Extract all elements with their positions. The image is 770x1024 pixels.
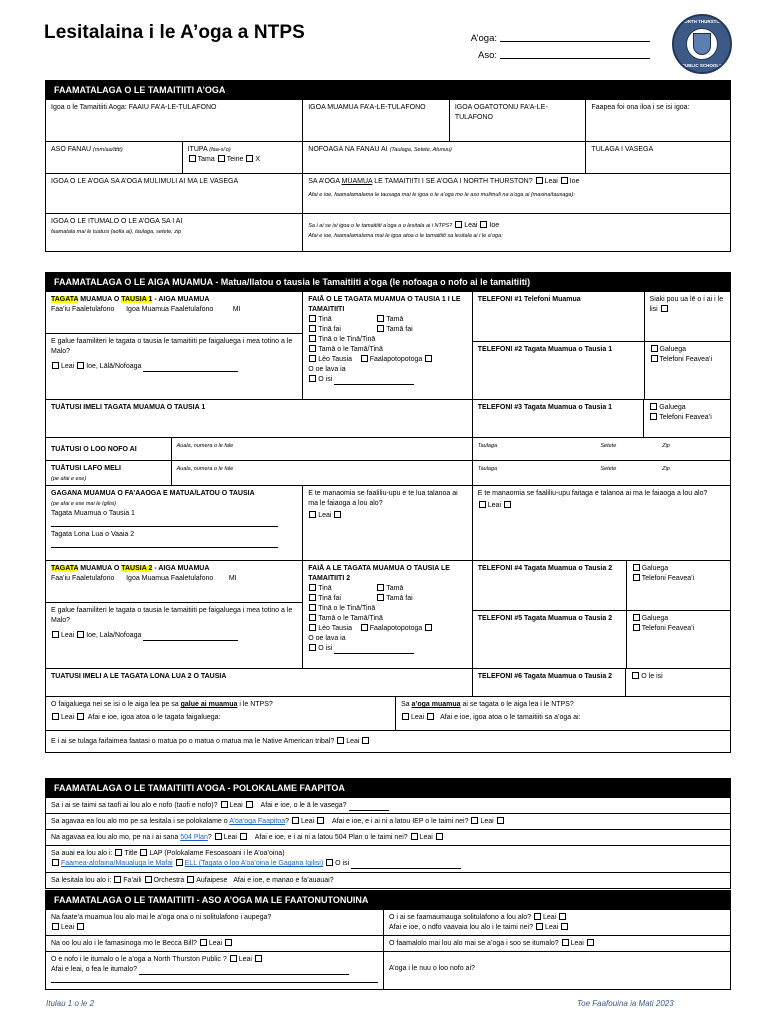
family-attended-no-checkbox[interactable] (402, 713, 409, 720)
rel2-extra-checkbox[interactable] (425, 624, 432, 631)
choir-checkbox[interactable] (187, 876, 194, 883)
student-alias-field[interactable]: Faapea foi ona iloa i se isi igoa: (585, 100, 730, 141)
home-state-field[interactable]: Setete (600, 443, 617, 449)
mailing-street-field[interactable]: Auala, numera o le fale (171, 461, 472, 485)
special-ed-question: Sa agavaa ea lou alo mo pe sa lesitala i se polokalame o A’oa’oga Faapitoa? Leai Afai e ioe, e i ai ni a latou IEP o le taimi nei? Leai (46, 814, 730, 829)
programs-question: Sa auai ea lou alo i: Title LAP (Polokalame Fesoasoani i le A’oa’oina) Faamea-alofaina/Maualuga le Mafai ELL (Tagata o loo A’oa’oina le Gagana Igilisi) O isi (46, 846, 730, 872)
supervised-no-checkbox[interactable] (536, 923, 543, 930)
grade-field[interactable]: TULAGA I VASEGA (585, 142, 730, 173)
family-attended-yes-checkbox[interactable] (427, 713, 434, 720)
phone-4-field[interactable]: TELEFONI #4 Tagata Muamua o Tausia 2 (477, 565, 613, 572)
plan-504-question: Na agavaa ea lou alo mo, pe na i ai sana 504 Plan? Leai Afai e ioe, e i ai ni a latou 504 Plan o le taimi nei? Leai (46, 830, 730, 845)
student-first-name-field[interactable]: IGOA MUAMUA FA’A-LE-TULAFONO (302, 100, 449, 141)
birthdate-field[interactable]: ASO FANAU (mm/aa/ttttt) (51, 146, 123, 153)
suspended-question: O faamalolo mai lou alo mai se a’oga i soo se itumalo? Leai (383, 936, 730, 951)
student-last-name-field[interactable]: Igoa o le Tamaitiiti Aoga: FAAIU FA’A-LE-TULAFONO (51, 104, 217, 111)
programs-other-checkbox[interactable] (326, 859, 333, 866)
page-title: Lesitalaina i le A’oga a NTPS (44, 22, 305, 43)
becca-no-checkbox[interactable] (200, 939, 207, 946)
phone-5-type: Galuega Telefoni Feavea’i (626, 611, 730, 668)
home-city-field[interactable]: Taulaga (472, 438, 596, 460)
section-family-info (45, 272, 731, 753)
becca-bill-question: Na oo lou alo i le famasinoga mo le Becca Bill? Leai (46, 936, 383, 951)
rel1-extra-checkbox[interactable] (425, 355, 432, 362)
p504-no-checkbox[interactable] (215, 833, 222, 840)
language-1-field[interactable] (51, 519, 278, 527)
phone2-work-checkbox[interactable] (651, 345, 658, 352)
phone-3-field[interactable]: TELEFONI #3 Tagata Muamua o Tausia 1 (472, 400, 644, 437)
guardian-1-info: TAGATA MUAMUA O TAUSIA 1 - AIGA MUAMUA Faa’iu Faaletulafono Igoa Muamua Faaletulafono MI E galue faamiliteri le tagata o tausia le tamaitiiti pe faigaluega i mea totino a le Malo? Leai Ioe, Lālā/Nofoaga (46, 292, 302, 399)
interpreter-question: E te manaomia se faaliliu-upu e te lua talanoa ai ma le faiaoga a lou alo? Leai (302, 486, 472, 560)
logo-text-bottom: PUBLIC SCHOOLS (681, 63, 723, 68)
section-student-info (45, 80, 731, 252)
other-name-yes-checkbox[interactable] (480, 221, 487, 228)
rel1-stepfather-checkbox[interactable] (377, 325, 384, 332)
school-logo (672, 14, 732, 74)
interpreter-no-checkbox[interactable] (309, 511, 316, 518)
section-bar: FAAMATALAGA O LE TAMAITIITI A’OGA - POLOKALAME FAAPITOA (46, 779, 730, 797)
ntps-family-attended-question: Sa a’oga muamua ai se tagata o le aiga lea i le NTPS? Leai Afai e ioe, igoa atoa o le tamaitiiti sa a’oga ai: (395, 697, 730, 730)
language-2-field[interactable] (51, 540, 278, 548)
special-ed-link[interactable]: A’oa’oga Faapitoa (229, 818, 286, 825)
phone-1-unlisted: Siaki pou ua lē o i ai i le lisi (644, 292, 730, 341)
home-zip-field[interactable]: Zip (662, 443, 670, 449)
phone-2-field[interactable]: TELEFONI #2 Tagata Muamua o Tausia 1 (477, 346, 613, 353)
supervised-yes-checkbox[interactable] (561, 923, 568, 930)
guardian-2-phones (472, 561, 730, 668)
band-checkbox[interactable] (114, 876, 121, 883)
guardian-2-info: TAGATA MUAMUA O TAUSIA 2 - AIGA MUAMUA Faa’iu Faaletulafono Igoa Muamua Faaletulafono MI E galue faamiliteri le tagata o tausia le tamaitiiti pe faigaluega i mea totino a le Malo? Leai Ioe, Lala/Nofoaga (46, 561, 302, 668)
phone-1-field[interactable]: TELEFONI #1 Telefoni Muamua (477, 296, 581, 303)
criminal-no-checkbox[interactable] (534, 913, 541, 920)
mailing-address-label: TUĀTUSI LAFO MELI (pe afai e ese) (51, 465, 121, 482)
phone-5-field[interactable]: TELEFONI #5 Tagata Muamua o Tausia 2 (477, 615, 613, 622)
mailing-zip-field[interactable]: Zip (662, 466, 670, 472)
expelled-yes-checkbox[interactable] (77, 923, 84, 930)
phone-3-type: Galuega Telefoni Feavea’i (643, 400, 730, 437)
section-bar: FAAMATALAGA O LE TAMAITIITI - ASO A’OGA MA LE FAATONUTONUINA (46, 891, 730, 909)
employee-yes-checkbox[interactable] (77, 713, 84, 720)
rel2-other-checkbox[interactable] (309, 644, 316, 651)
aoga-label: A’oga: (470, 33, 497, 44)
footer-page-number: Itulau 1 o le 2 (46, 999, 95, 1008)
orchestra-checkbox[interactable] (145, 876, 152, 883)
last-school-field[interactable]: IGOA O LE A’OGA SA A’OGA MULIMULI AI MA LE VASEGA (51, 178, 239, 185)
rel1-foster-checkbox[interactable] (309, 355, 316, 362)
mailing-state-field[interactable]: Setete (600, 466, 617, 472)
phone4-work-checkbox[interactable] (633, 564, 640, 571)
ell-link[interactable]: ELL (Tagata o loo A’oa’oina le Gagana Igilisi) (184, 860, 324, 867)
rel1-father-checkbox[interactable] (377, 315, 384, 322)
music-question: Sa lesitala lou alo i: Fa’aili Orchestra Aufaipese Afai e ioe, e manao e fa’auauai? (51, 877, 334, 884)
gifted-checkbox[interactable] (52, 859, 59, 866)
mailing-city-field[interactable]: Taulaga (472, 461, 596, 485)
lap-checkbox[interactable] (140, 849, 147, 856)
sign-interpreter-no-checkbox[interactable] (479, 501, 486, 508)
prev-school-yes-checkbox[interactable] (561, 177, 568, 184)
resident-yes-checkbox[interactable] (255, 955, 262, 962)
phone6-other-checkbox[interactable] (632, 672, 639, 679)
rel2-agency-checkbox[interactable] (361, 624, 368, 631)
rel1-grandmother-checkbox[interactable] (309, 335, 316, 342)
resident-no-checkbox[interactable] (230, 955, 237, 962)
military-2-no-checkbox[interactable] (52, 631, 59, 638)
criminal-yes-checkbox[interactable] (559, 913, 566, 920)
guardian-1-email-field[interactable]: TUĀTUSI IMELI TAGATA MUAMUA O TAUSIA 1 (51, 404, 206, 411)
phone-4-type: Galuega Telefoni Feavea’i (626, 561, 730, 610)
expelled-no-checkbox[interactable] (52, 923, 59, 930)
footer-revision: Toe Faafouina ia Mati 2023 (577, 999, 674, 1008)
military-2-yes-checkbox[interactable] (77, 631, 84, 638)
becca-yes-checkbox[interactable] (225, 939, 232, 946)
guardian-1-phones (472, 292, 730, 399)
rel2-mother-checkbox[interactable] (309, 584, 316, 591)
suspended-yes-checkbox[interactable] (587, 939, 594, 946)
interpreter-yes-checkbox[interactable] (334, 511, 341, 518)
employee-no-checkbox[interactable] (52, 713, 59, 720)
gifted-link[interactable]: Faamea-alofaina/Maualuga le Mafai (61, 860, 173, 867)
primary-language-field: GAGANA MUAMUA O FA’AAOGA E MATUA/LATOU O TAUSIA (pe afai e ese mai le Igilisi) Tagata Muamua o Tausia 1 Tagata Lona Lua o Vaaia 2 (46, 486, 302, 560)
gender-field: ITUPA (faa-si’o) Tama Teine X (182, 142, 303, 173)
rel1-agency-checkbox[interactable] (361, 355, 368, 362)
native-american-question: E i ai se tulaga faifaimea faatasi o matua po o matua o matua ma le Native American tribal? Leai (46, 731, 730, 752)
rel2-stepmother-checkbox[interactable] (309, 594, 316, 601)
p504-now-no-checkbox[interactable] (411, 833, 418, 840)
sign-interpreter-question: E te manaomia se faaliliu-upu faitaga e talanoa ai ma le faiaoga a lou alo? Leai (472, 486, 730, 560)
header-fields (468, 30, 650, 64)
student-middle-name-field[interactable]: IGOA OGATOTONU FA’A-LE-TULAFONO (449, 100, 586, 141)
military-1-no-checkbox[interactable] (52, 362, 59, 369)
rel2-stepfather-checkbox[interactable] (377, 594, 384, 601)
gender-male-checkbox[interactable] (189, 155, 196, 162)
guardian-2-relationship: FAIĀ A LE TAGATA MUAMUA O TAUSIA LE TAMAITIITI 2 Tinā Tamā Tinā fai Tamā fai Tinā o le Tinā/Tinā Tamā o le Tamā/Tinā Lèo Tausia Faalapotopotoga O oe lava ia O isi (302, 561, 472, 668)
phone-6-type: O le isi (625, 669, 730, 696)
rel2-foster-checkbox[interactable] (309, 624, 316, 631)
phone3-work-checkbox[interactable] (650, 403, 657, 410)
previous-district-field[interactable]: IGOA O LE ITUMALO O LE A’OGA SA I AI faamatala mai le tuatusi (aofia ai), taulaga, setete, zip (51, 218, 183, 235)
iep-no-checkbox[interactable] (471, 817, 478, 824)
phone5-work-checkbox[interactable] (633, 614, 640, 621)
district-field[interactable] (51, 975, 378, 983)
section-bar: FAAMATALAGA O LE TAMAITIITI A’OGA (46, 81, 730, 99)
title-checkbox[interactable] (115, 849, 122, 856)
rel2-father-checkbox[interactable] (377, 584, 384, 591)
neighborhood-school-field[interactable]: A’oga i le nuu o loo nofo ai? (383, 952, 730, 989)
rel2-grandmother-checkbox[interactable] (309, 604, 316, 611)
rel1-mother-checkbox[interactable] (309, 315, 316, 322)
home-address-label: TUĀTUSI O LOO NOFO AI (51, 446, 137, 453)
ntps-employee-question: O faigaluega nei se isi o le aiga lea pe sa galue ai muamua i le NTPS? Leai Afai e ioe, igoa atoa o le tagata faigaluega: (51, 701, 273, 721)
other-name-question: Sa i ai se isi igoa o le tamaitiiti a’oga a o lesitala ai i NTPS? Leai Ioe Afai e ioe, faamalamalama mai le igoa atoa o le tamaitiiti sa lesitala ai i le a’oga: (302, 214, 730, 251)
section-special-programs (45, 778, 731, 889)
phone-2-type: Galuega Telefoni Feavea’i (644, 342, 730, 399)
military-1-yes-checkbox[interactable] (77, 362, 84, 369)
district-resident-question: O e nofo i le itumalo o le a’oga a North Thurston Public ? Leai Afai e leai, o fea le itumalo? (46, 952, 383, 989)
birthplace-field[interactable]: NOFOAGA NA FANAU AI (Taulaga, Setete, Atunuu) (302, 142, 585, 173)
prev-school-no-checkbox[interactable] (536, 177, 543, 184)
sped-no-checkbox[interactable] (292, 817, 299, 824)
native-no-checkbox[interactable] (337, 737, 344, 744)
expelled-question: Na faate’a muamua lou alo mai le a’oga ona o ni solitulafono i aupega? Leai (51, 914, 272, 931)
gender-female-checkbox[interactable] (218, 155, 225, 162)
retained-question: Sa i ai se taimi sa taofi ai lou alo e nofo (taofi e nofo)? Leai Afai e ioe, o le ā le vasega? (46, 798, 730, 813)
p504-yes-checkbox[interactable] (240, 833, 247, 840)
native-yes-checkbox[interactable] (362, 737, 369, 744)
aso-label: Aso: (477, 50, 497, 61)
home-street-field[interactable]: Auala, numera o le fale (171, 438, 472, 460)
plan-504-link[interactable]: 504 Plan (180, 834, 208, 841)
other-name-no-checkbox[interactable] (455, 221, 462, 228)
phone5-cell-checkbox[interactable] (633, 624, 640, 631)
logo-text-top: NORTH THURSTON (680, 19, 724, 24)
aso-field[interactable] (500, 47, 650, 59)
ell-checkbox[interactable] (176, 859, 183, 866)
retained-no-checkbox[interactable] (221, 801, 228, 808)
guardian-1-relationship: FAIĀ O LE TAGATA MUAMUA O TAUSIA 1 I LE TAMAITIITI Tinā Tamā Tinā fai Tamā fai Tinā o le Tinā/Tinā Tamā o le Tamā/Tinā Lèo Tausia Faalapotopotoga O oe lava ia O isi (302, 292, 472, 399)
suspended-no-checkbox[interactable] (562, 939, 569, 946)
rel2-grandfather-checkbox[interactable] (309, 614, 316, 621)
section-attendance-discipline (45, 890, 731, 990)
criminal-record-question: O i ai se faamaumauga solitulafono a lou alo? Leai Afai e ioe, o ndfo vaavaia lou alo i le taimi nei? Leai (383, 910, 730, 935)
gender-x-checkbox[interactable] (246, 155, 253, 162)
p504-now-yes-checkbox[interactable] (436, 833, 443, 840)
phone2-cell-checkbox[interactable] (651, 355, 658, 362)
rel1-stepmother-checkbox[interactable] (309, 325, 316, 332)
iep-yes-checkbox[interactable] (497, 817, 504, 824)
sped-yes-checkbox[interactable] (317, 817, 324, 824)
guardian-2-email-field[interactable]: TUATUSI IMELI A LE TAGATA LONA LUA 2 O TAUSIA (51, 673, 227, 680)
section-bar: FAAMATALAGA O LE AIGA MUAMUA - Matua/Ilatou o tausia le Tamaitiiti a’oga (le nofoaga o nofo ai le tamaitiiti) (46, 273, 730, 291)
rel1-grandfather-checkbox[interactable] (309, 345, 316, 352)
unlisted-checkbox[interactable] (661, 305, 668, 312)
phone3-cell-checkbox[interactable] (650, 413, 657, 420)
rel1-other-checkbox[interactable] (309, 375, 316, 382)
phone-6-field[interactable]: TELEFONI #6 Tagata Muamua o Tausia 2 (472, 669, 626, 696)
aoga-field[interactable] (500, 30, 650, 42)
retained-yes-checkbox[interactable] (246, 801, 253, 808)
previous-nt-school-question: SA A’OGA MUAMUA LE TAMAITIITI I SE A’OGA I NORTH THURSTON? Leai Ioe Afai e ioe, faamalamalama le tausaga mai le igoa o le a’oga mo le aso mulimuli na a’oga ai (masina/tausaga): (302, 174, 730, 213)
sign-interpreter-yes-checkbox[interactable] (504, 501, 511, 508)
shield-icon (693, 33, 711, 55)
phone4-cell-checkbox[interactable] (633, 574, 640, 581)
